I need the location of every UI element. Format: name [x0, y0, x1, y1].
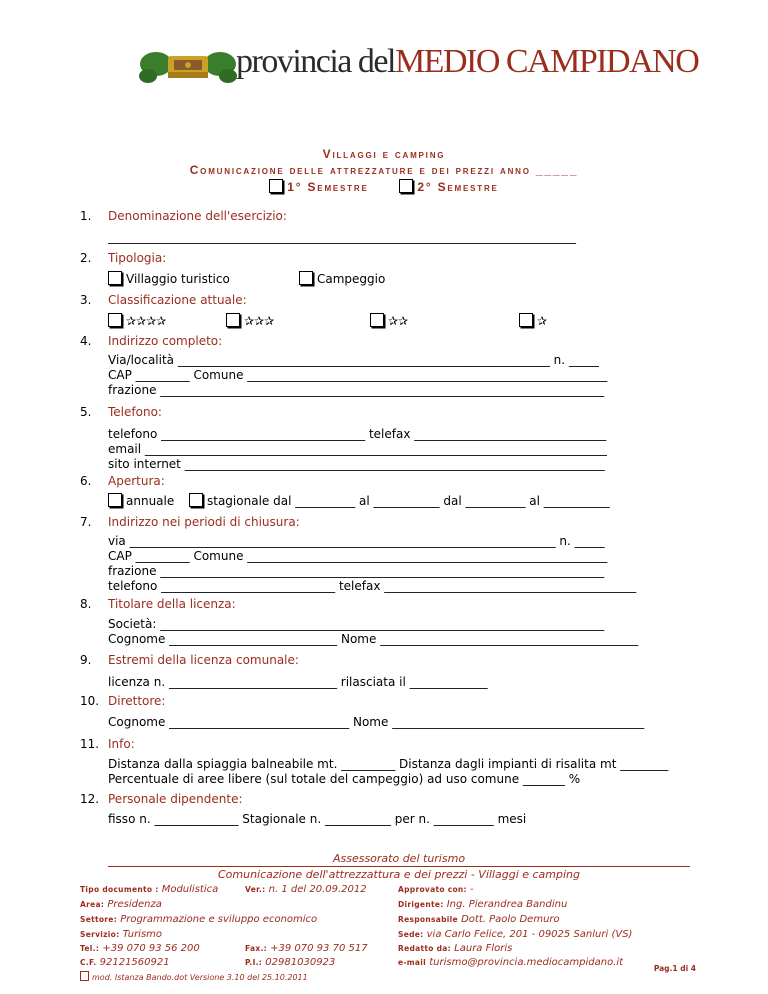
- page-number: Pag.1 di 4: [653, 964, 696, 973]
- email-field[interactable]: email _____________________________________________________________________________: [108, 442, 607, 456]
- footer-area: Area: Presidenza: [80, 899, 162, 910]
- name-field[interactable]: ______________________________________________________________________________: [108, 230, 576, 244]
- footer-dirigente: Dirigente: Ing. Pierandrea Bandinu: [398, 899, 568, 910]
- closure-phone-fax-field[interactable]: telefono _____________________________ telefax __________________________________________: [108, 579, 637, 593]
- option-villaggio: [108, 271, 230, 286]
- website-field[interactable]: sito internet ______________________________________________________________________: [108, 457, 605, 471]
- campeggio-label: Campeggio: [317, 272, 386, 286]
- footer-servizio: Servizio: Turismo: [80, 929, 163, 940]
- footer-tel: Tel.: +39 070 93 56 200: [80, 943, 200, 954]
- section-number: 10.: [80, 694, 100, 708]
- holder-name-field[interactable]: Cognome ____________________________ Nome ___________________________________________: [108, 632, 639, 646]
- section-heading: Tipologia:: [108, 251, 167, 265]
- province-crest-icon: [138, 42, 238, 92]
- section-heading: Personale dipendente:: [108, 792, 243, 806]
- closure-cap-comune-field[interactable]: CAP _________ Comune ____________________________________________________________: [108, 549, 608, 563]
- stars2-checkbox[interactable]: [370, 313, 384, 327]
- option-3-stars: [226, 313, 274, 328]
- phone-fax-field[interactable]: telefono __________________________________ telefax ________________________________: [108, 427, 607, 441]
- section-number: 6.: [80, 474, 92, 488]
- closure-frazione-field[interactable]: frazione __________________________________________________________________________: [108, 564, 605, 578]
- section-heading: Indirizzo completo:: [108, 334, 223, 348]
- section-number: 9.: [80, 653, 92, 667]
- footer-subtitle: Comunicazione dell'attrezzattura e dei prezzi - Villaggi e camping: [217, 868, 581, 881]
- stars2-icon: ✰✰: [388, 314, 409, 328]
- stars4-checkbox[interactable]: [108, 313, 122, 327]
- semester1-label: 1° Semestre: [287, 180, 369, 194]
- option-stagionale: [189, 493, 610, 508]
- stagionale-label[interactable]: stagionale dal __________ al ___________ dal __________ al ___________: [207, 494, 610, 508]
- document-icon: [80, 971, 89, 981]
- villaggio-label: Villaggio turistico: [126, 272, 230, 286]
- footer-mod-text: mod. Istanza Bando.dot Versione 3.10 del 25.10.2011: [92, 973, 308, 982]
- address-field[interactable]: Via/località ______________________________________________________________ n. _____: [108, 353, 599, 367]
- footer-cf: C.F. 92121560921: [80, 957, 170, 968]
- section-number: 11.: [80, 737, 100, 751]
- option-4-stars: [108, 313, 166, 328]
- option-2-stars: [370, 313, 408, 328]
- closure-address-field[interactable]: via _______________________________________________________________________ n. _____: [108, 534, 605, 548]
- option-1-star: [519, 313, 547, 328]
- stagionale-checkbox[interactable]: [189, 493, 203, 507]
- footer-email: e-mail turismo@provincia.mediocampidano.it: [398, 957, 624, 968]
- logo-text-dark: provincia del: [236, 43, 395, 80]
- company-field[interactable]: Società: __________________________________________________________________________: [108, 617, 605, 631]
- section-number: 8.: [80, 597, 92, 611]
- stars1-checkbox[interactable]: [519, 313, 533, 327]
- option-annuale: [108, 493, 174, 508]
- section-number: 4.: [80, 334, 92, 348]
- section-number: 12.: [80, 792, 100, 806]
- stars3-checkbox[interactable]: [226, 313, 240, 327]
- footer-assessorato: Assessorato del turismo: [332, 852, 466, 865]
- document-title: Villaggi e camping: [322, 147, 446, 161]
- footer-redatto: Redatto da: Laura Floris: [398, 943, 513, 954]
- footer-ver: Ver.: n. 1 del 20.09.2012: [245, 884, 367, 895]
- section-heading: Indirizzo nei periodi di chiusura:: [108, 515, 300, 529]
- document-subtitle: Comunicazione delle attrezzature e dei prezzi anno _____: [189, 163, 579, 177]
- section-number: 7.: [80, 515, 92, 529]
- stars4-icon: ✰✰✰✰: [126, 314, 167, 328]
- footer-divider: [108, 866, 690, 867]
- license-field[interactable]: licenza n. ____________________________ rilasciata il _____________: [108, 675, 488, 689]
- footer-sede: Sede: via Carlo Felice, 201 - 09025 Sanluri (VS): [398, 929, 633, 940]
- section-number: 3.: [80, 293, 92, 307]
- director-name-field[interactable]: Cognome ______________________________ Nome __________________________________________: [108, 715, 645, 729]
- section-heading: Denominazione dell'esercizio:: [108, 209, 287, 223]
- logo-text: [236, 43, 698, 81]
- section-heading: Estremi della licenza comunale:: [108, 653, 299, 667]
- section-heading: Titolare della licenza:: [108, 597, 236, 611]
- footer-approvato: Approvato con: -: [398, 884, 474, 895]
- section-number: 5.: [80, 405, 92, 419]
- footer-pi: P.I.: 02981030923: [245, 957, 336, 968]
- footer-settore: Settore: Programmazione e sviluppo economico: [80, 914, 318, 925]
- footer-fax: Fax.: +39 070 93 70 517: [245, 943, 368, 954]
- semester2-checkbox[interactable]: [399, 179, 413, 193]
- logo-text-red: MEDIO CAMPIDANO: [394, 43, 699, 80]
- section-number: 1.: [80, 209, 92, 223]
- section-number: 2.: [80, 251, 92, 265]
- distance-field[interactable]: Distanza dalla spiaggia balneabile mt. _________ Distanza dagli impianti di risalita mt ________: [108, 757, 669, 771]
- semester1-checkbox[interactable]: [269, 179, 283, 193]
- section-heading: Classificazione attuale:: [108, 293, 247, 307]
- staff-field[interactable]: fisso n. ______________ Stagionale n. ___________ per n. __________ mesi: [108, 812, 527, 826]
- section-heading: Apertura:: [108, 474, 165, 488]
- villaggio-checkbox[interactable]: [108, 271, 122, 285]
- frazione-field[interactable]: frazione __________________________________________________________________________: [108, 383, 605, 397]
- annuale-checkbox[interactable]: [108, 493, 122, 507]
- footer-tipo: Tipo documento : Modulistica: [80, 884, 219, 895]
- section-heading: Direttore:: [108, 694, 166, 708]
- stars1-icon: ✰: [537, 314, 548, 328]
- stars3-icon: ✰✰✰: [244, 314, 275, 328]
- footer-mod: [80, 971, 308, 982]
- option-campeggio: [299, 271, 385, 286]
- section-heading: Info:: [108, 737, 135, 751]
- annuale-label: annuale: [126, 494, 175, 508]
- section-heading: Telefono:: [108, 405, 162, 419]
- footer-responsabile: Responsabile Dott. Paolo Demuro: [398, 914, 560, 925]
- semester2-label: 2° Semestre: [417, 180, 499, 194]
- semester-selector: [0, 179, 768, 194]
- free-area-field[interactable]: Percentuale di aree libere (sul totale del campeggio) ad uso comune _______ %: [108, 772, 581, 786]
- cap-comune-field[interactable]: CAP _________ Comune ____________________________________________________________: [108, 368, 608, 382]
- campeggio-checkbox[interactable]: [299, 271, 313, 285]
